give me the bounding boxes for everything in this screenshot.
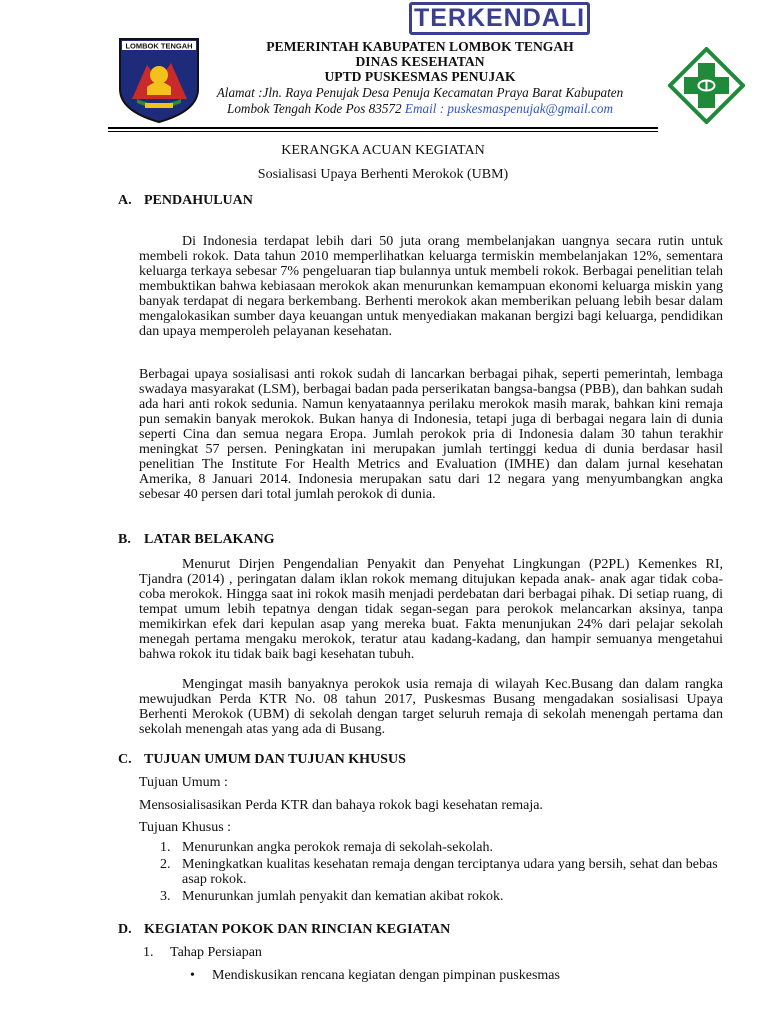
bullet-text: Mendiskusikan rencana kegiatan dengan pimpinan puskesmas xyxy=(212,968,560,983)
section-letter: B. xyxy=(118,532,131,547)
list-text: Meningkatkan kualitas kesehatan remaja dengan terciptanya udara yang bersih, sehat dan bebas asap rokok. xyxy=(182,857,718,887)
header-postal: Lombok Tengah Kode Pos 83572 xyxy=(227,101,402,116)
section-b-paragraph-2: Mengingat masih banyaknya perokok usia remaja di wilayah Kec.Busang dan dalam rangka mewujudkan Perda KTR No. 08 tahun 2017, Puskesmas Busang mengadakan sosialisasi Upaya Berhenti Merokok (UBM) di sekolah dengan target seluruh remaja di sekolah menengah pertama dan sekolah menengah atas yang ada di Busang. xyxy=(139,677,723,737)
section-title: TUJUAN UMUM DAN TUJUAN KHUSUS xyxy=(144,752,406,767)
general-objective-label: Tujuan Umum : xyxy=(139,775,228,790)
list-text: Menurunkan jumlah penyakit dan kematian akibat rokok. xyxy=(182,889,504,904)
document-subtitle: Sosialisasi Upaya Berhenti Merokok (UBM) xyxy=(257,167,509,182)
step-number: 1. xyxy=(143,945,154,960)
section-d-heading xyxy=(118,922,450,938)
general-objective-text: Mensosialisasikan Perda KTR dan bahaya rokok bagi kesehatan remaja. xyxy=(139,798,543,813)
header-department: DINAS KESEHATAN xyxy=(355,54,485,69)
header-unit: UPTD PUSKESMAS PENUJAK xyxy=(324,69,516,84)
header-divider-thin xyxy=(108,131,658,132)
step-item xyxy=(143,945,262,961)
step-label: Tahap Persiapan xyxy=(170,945,262,960)
list-item xyxy=(160,840,723,855)
specific-objective-list xyxy=(160,840,723,906)
header-address-line2 xyxy=(168,101,672,116)
section-title: PENDAHULUAN xyxy=(144,193,253,208)
specific-objective-label: Tujuan Khusus : xyxy=(139,820,232,835)
section-b-paragraph-1: Menurut Dirjen Pengendalian Penyakit dan Penyehat Lingkungan (P2PL) Kemenkes RI, Tjandra (2014) , peringatan dalam iklan rokok memang ditujukan kepada anak- anak agar tidak coba-coba merokok. Hingga saat ini rokok masih menjadi perdebatan dari berbagai pihak. Di setiap ruang, di tempat umum lebih tepatnya dengan tidak segan-segan para perokok melancarkan aksinya, tanpa memikirkan efek dari kepulan asap yang mereka buat. Fakta menunjukan 24% dari pelajar sekolah menegah pertama mengaku merokok, teratur atau kadang-kadang, dan hampir semuanya mengetahui bahwa rokok itu tidak baik bagi kesehatan tubuh. xyxy=(139,557,723,662)
list-text: Menurunkan angka perokok remaja di sekolah-sekolah. xyxy=(182,840,494,855)
status-stamp: TERKENDALI xyxy=(409,2,590,35)
header-government: PEMERINTAH KABUPATEN LOMBOK TENGAH xyxy=(266,39,574,54)
section-c-heading xyxy=(118,752,406,768)
bullet-icon: • xyxy=(190,968,195,983)
list-number: 1. xyxy=(160,840,171,855)
list-number: 3. xyxy=(160,889,171,904)
section-title: LATAR BELAKANG xyxy=(144,532,275,547)
section-a-heading xyxy=(118,193,253,209)
section-a-paragraph-1: Di Indonesia terdapat lebih dari 50 juta orang membelanjakan uangnya secara rutin untuk membeli rokok. Data tahun 2010 memperlihatkan keluarga termiskin membelanjakan 12%, sementara keluarga terkaya sebesar 7% pengeluaran tiap bulannya untuk membeli rokok. Berbagai penelitian telah membuktikan bahwa kebiasaan merokok akan menurunkan kemampuan ekonomi keluarga miskin yang banyak terdapat di negara berkembang. Berhenti merokok akan memberikan peluang lebih besar dalam mengalokasikan sumber daya keuangan untuk menyediakan makanan bergizi bagi keluarga, pendidikan dan upaya memperoleh pelayanan kesehatan. xyxy=(139,234,723,339)
list-number: 2. xyxy=(160,857,171,872)
section-title: KEGIATAN POKOK DAN RINCIAN KEGIATAN xyxy=(144,922,451,937)
section-letter: C. xyxy=(118,752,132,767)
svg-text:LOMBOK TENGAH: LOMBOK TENGAH xyxy=(125,41,193,51)
header-divider xyxy=(108,127,658,129)
section-letter: D. xyxy=(118,922,132,937)
list-item xyxy=(160,857,723,887)
bullet-item xyxy=(190,968,560,984)
list-item xyxy=(160,889,723,904)
header-email[interactable]: Email : puskesmaspenujak@gmail.com xyxy=(404,101,613,116)
section-b-heading xyxy=(118,532,275,548)
puskesmas-logo xyxy=(668,47,745,124)
header-address: Alamat :Jln. Raya Penujak Desa Penuja Kecamatan Praya Barat Kabupaten xyxy=(216,85,624,100)
section-a-paragraph-2: Berbagai upaya sosialisasi anti rokok sudah di lancarkan berbagai pihak, seperti pemerintah, lembaga swadaya masyarakat (LSM), berbagai badan pada perserikatan bangsa-bangsa (PBB), dan bahkan sudah ada hari anti rokok sedunia. Namun kenyataannya perilaku merokok masih marak, bahkan kini remaja pun semakin banyak merokok. Bukan hanya di Indonesia, tetapi juga di berbagai negara lain di dunia seperti Cina dan semua negara Eropa. Jumlah perokok pria di Indonesia dalam 30 tahun terakhir meningkat 57 persen. Peningkatan ini merupakan jumlah tertinggi kedua di dunia berdasar hasil penelitian The Institute For Health Metrics and Evaluation (IMHE) dan dalam jurnal kesehatan Amerika, 8 Januari 2014. Indonesia merupakan satu dari 12 negara yang menyumbangkan angka sebesar 40 persen dari total jumlah perokok di dunia. xyxy=(139,367,723,502)
document-title: KERANGKA ACUAN KEGIATAN xyxy=(281,143,485,158)
section-letter: A. xyxy=(118,193,132,208)
